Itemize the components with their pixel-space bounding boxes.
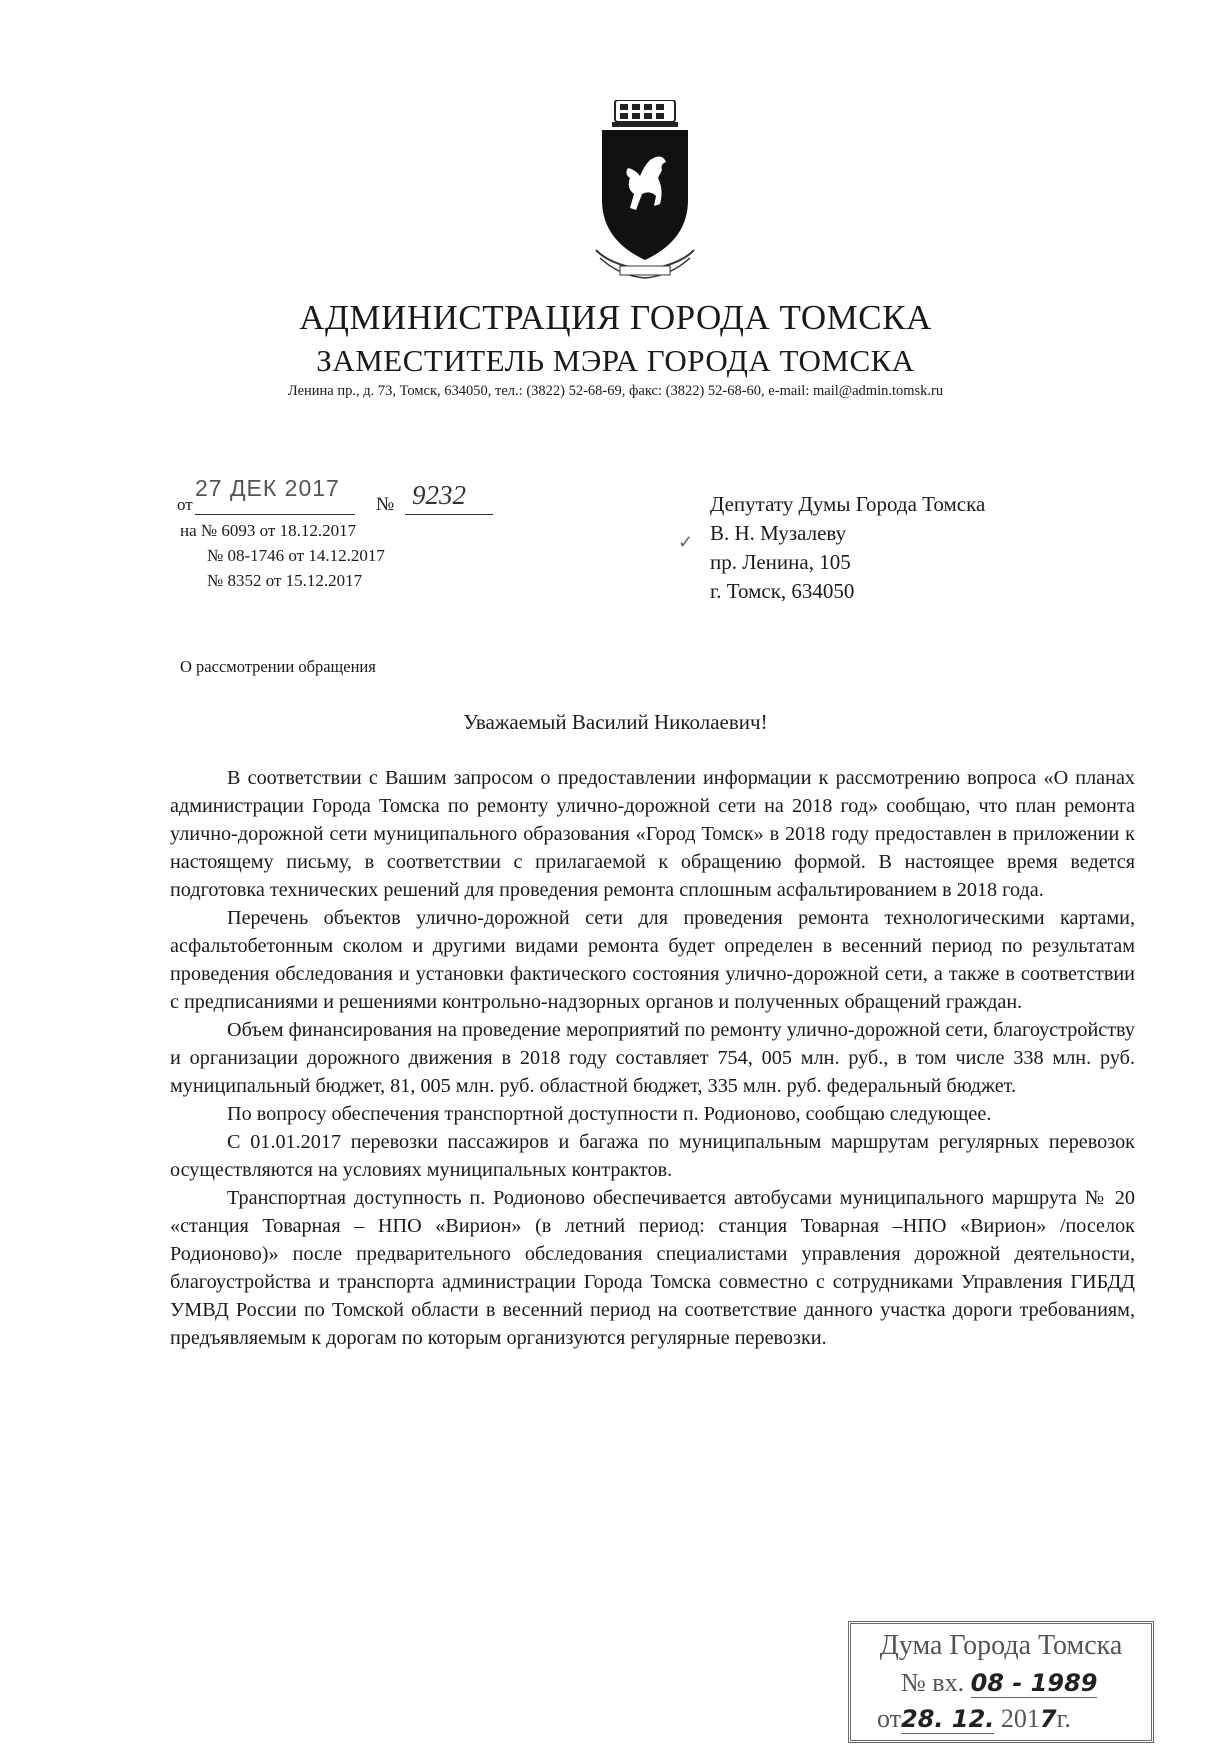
subject-line: О рассмотрении обращения: [180, 657, 376, 676]
stamp-date-value: 28. 12.: [901, 1705, 995, 1733]
number-label: №: [376, 494, 395, 515]
stamp-year-suffix: г.: [1056, 1704, 1071, 1733]
paragraph: Транспортная доступность п. Родионово обеспечивается автобусами муниципального маршрута № 20 «станция Товарная – НПО «Вирион» (в летний период: станция Товарная –НПО «Вирион» /поселок Родионово)» после предварительного обследования специалистами управления дорожной деятельности, благоустройства и транспорта администрации Города Томска совместно с сотрудниками Управления ГИБДД УМВД России по Томской области в весенний период на соответствие данного участка дороги требованиям, предъявляемым к дорогам по которым организуются регулярные перевозки.: [170, 1187, 1135, 1349]
reference-line: № 8352 от 15.12.2017: [207, 571, 363, 590]
paragraph: Объем финансирования на проведение мероприятий по ремонту улично-дорожной сети, благоустройству и организации дорожного движения в 2018 году составляет 754, 005 млн. руб., в том числе 338 млн. руб. муниципальный бюджет, 81, 005 млн. руб. областной бюджет, 335 млн. руб. федеральный бюджет.: [170, 1019, 1135, 1097]
number-underline: [405, 514, 493, 515]
stamp-number-label: № вх.: [901, 1668, 965, 1697]
incoming-stamp: [848, 1621, 1154, 1743]
addressee-line: Депутату Думы Города Томска: [710, 492, 986, 516]
addressee-line: В. Н. Музалеву: [710, 521, 847, 545]
stamp-title: Дума Города Томска: [879, 1630, 1123, 1661]
addressee-block: [710, 490, 985, 606]
stamp-year-digit: 7: [1039, 1705, 1057, 1733]
stamp-number-value: 08 - 1989: [970, 1669, 1098, 1697]
paragraph: В соответствии с Вашим запросом о предоставлении информации к рассмотрению вопроса «О планах администрации Города Томска по ремонту улично-дорожной сети на 2018 год» сообщаю, что план ремонта улично-дорожной сети муниципального образования «Город Томск» в 2018 году предоставлен в приложении к настоящему письму, в соответствии с прилагаемой к обращению формой. В настоящее время ведется подготовка технических решений для проведения ремонта сплошным асфальтированием в 2018 года.: [170, 767, 1135, 901]
addressee-line: г. Томск, 634050: [710, 579, 855, 603]
official-position: ЗАМЕСТИТЕЛЬ МЭРА ГОРОДА ТОМСКА: [316, 343, 915, 378]
paragraph: Перечень объектов улично-дорожной сети для проведения ремонта технологическими картами, асфальтобетонным сколом и другими видами ремонта будет определен в весенний период по результатам проведения обследования и установки фактического состояния улично-дорожной сети, а также в соответствии с предписаниями и решениями контрольно-надзорных органов и полученных обращений граждан.: [170, 907, 1135, 1013]
from-label: от: [177, 495, 193, 514]
date-underline: [195, 514, 355, 515]
greeting: Уважаемый Василий Николаевич!: [463, 710, 768, 734]
reference-numbers: [180, 518, 385, 593]
contact-info: Ленина пр., д. 73, Томск, 634050, тел.: (3822) 52-68-69, факс: (3822) 52-68-60, e-mail: mail@admin.tomsk.ru: [287, 383, 944, 399]
date-stamp: 27 ДЕК 2017: [195, 475, 340, 501]
stamp-date-row: [877, 1704, 1071, 1734]
check-mark: ✓: [678, 532, 694, 552]
outgoing-number: 9232: [412, 480, 466, 510]
addressee-line: пр. Ленина, 105: [710, 550, 851, 574]
stamp-year-prefix: 201: [1000, 1704, 1040, 1733]
coat-of-arms-icon: [590, 100, 700, 285]
letter-body: [170, 764, 1135, 1352]
organization-name: АДМИНИСТРАЦИЯ ГОРОДА ТОМСКА: [299, 298, 932, 337]
stamp-date-label: от: [877, 1704, 902, 1733]
stamp-number-row: [901, 1668, 1097, 1698]
paragraph: По вопросу обеспечения транспортной доступности п. Родионово, сообщаю следующее.: [227, 1103, 992, 1125]
paragraph: С 01.01.2017 перевозки пассажиров и багажа по муниципальным маршрутам регулярных перевозок осуществляются на условиях муниципальных контрактов.: [170, 1131, 1135, 1181]
reference-line: на № 6093 от 18.12.2017: [180, 521, 357, 540]
reference-line: № 08-1746 от 14.12.2017: [207, 546, 385, 565]
